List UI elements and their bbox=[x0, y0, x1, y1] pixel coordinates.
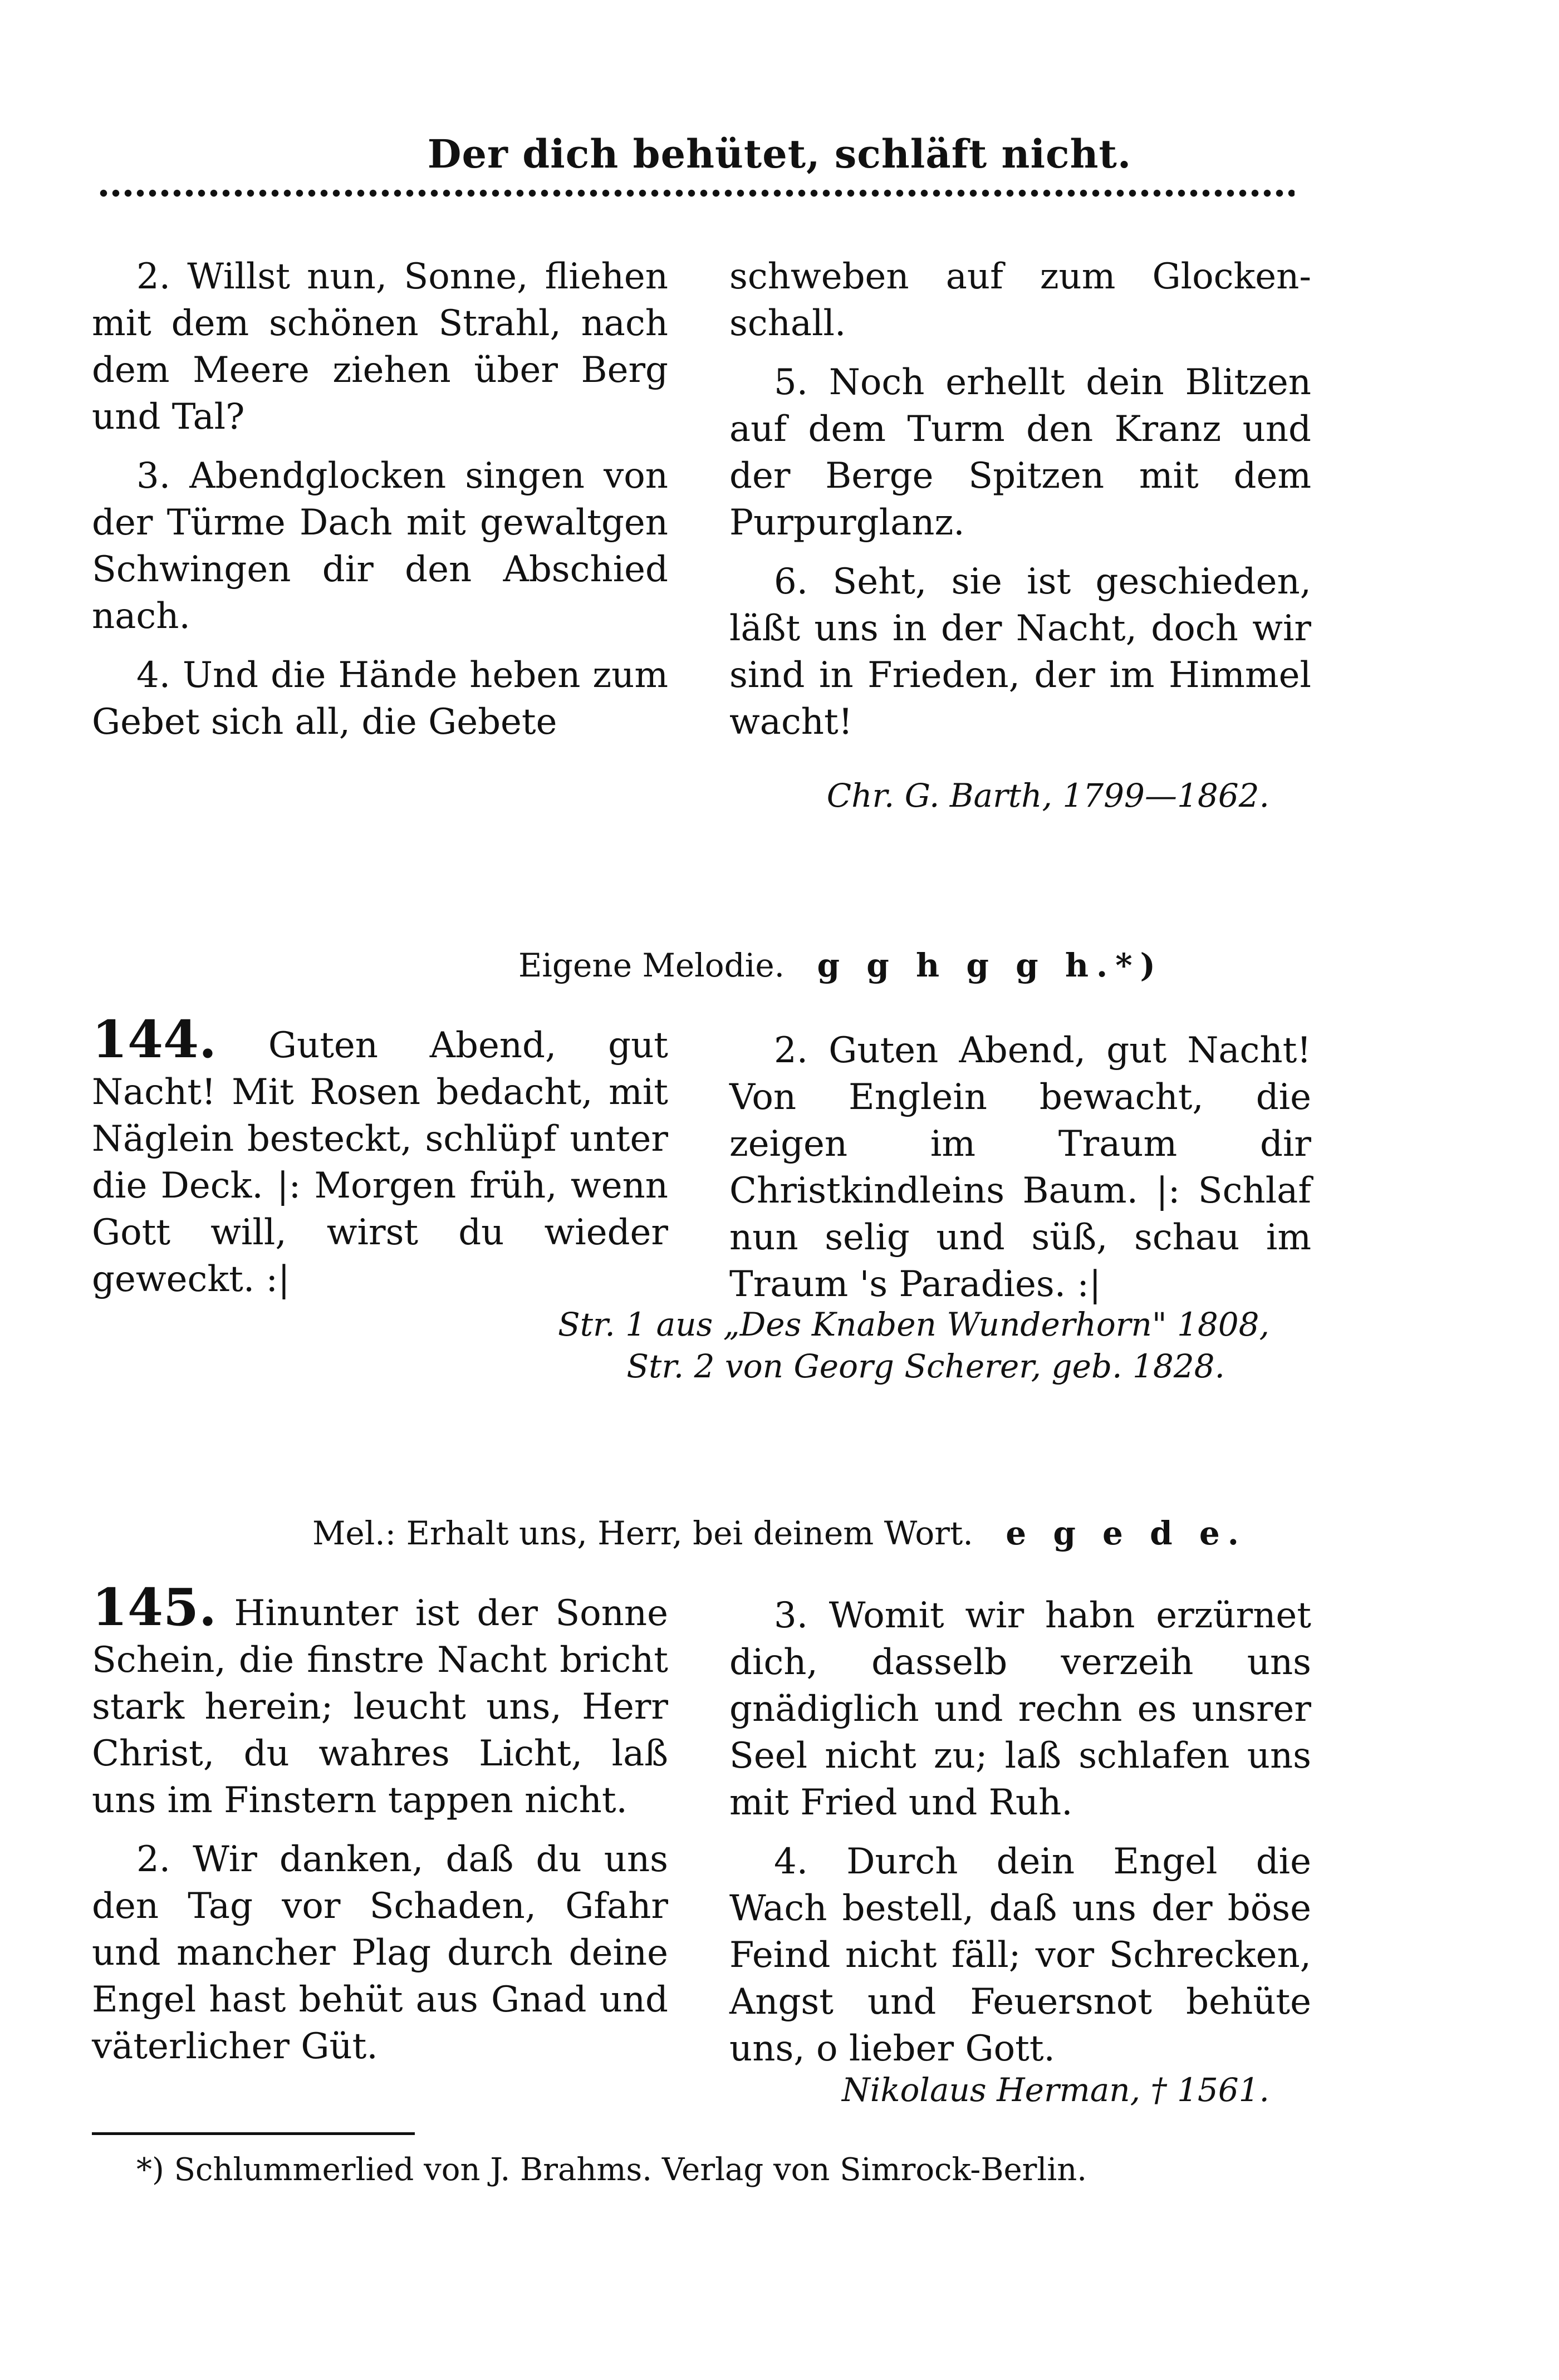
stanza: 4. Und die Hände heben zum Gebet sich all, die Gebete bbox=[92, 655, 668, 743]
stanza: 3. Womit wir habn erzürnet dich, dasselb verzeih uns gnädiglich und rechn es unsrer Seel nicht zu; laß schlafen uns mit Fried und Ruh. bbox=[729, 1595, 1311, 1823]
stanza: 6. Seht, sie ist geschieden, läßt uns in der Nacht, doch wir sind in Frieden, der im Himmel wacht! bbox=[729, 561, 1311, 743]
stanza: 3. Abendglocken singen von der Türme Dach mit gewaltgen Schwingen dir den Abschied nach. bbox=[92, 455, 668, 637]
hymn-145-attribution: Nikolaus Herman, † 1561. bbox=[842, 2071, 1269, 2109]
hymn-144-right-column bbox=[729, 1027, 1311, 1320]
stanza bbox=[92, 1577, 669, 1824]
dotted-rule bbox=[97, 189, 1295, 197]
stanza: 2. Wir danken, daß du uns den Tag vor Schaden, Gfahr und mancher Plag durch deine Engel hast behüt aus Gnad und väterlicher Güt. bbox=[92, 1839, 668, 2067]
melody-label: Eigene Melodie. bbox=[518, 946, 785, 984]
hymn-144-attribution-2: Str. 2 von Georg Scherer, geb. 1828. bbox=[626, 1347, 1225, 1385]
melody-notes: e g e d e. bbox=[1006, 1514, 1247, 1552]
stanza: 5. Noch erhellt dein Blitzen auf dem Turm den Kranz und der Berge Spitzen mit dem Purpurglanz. bbox=[729, 362, 1311, 543]
hymn-143-right-column bbox=[729, 253, 1311, 758]
stanza-text: Hinunter ist der Sonne Schein, die finstre Nacht bricht stark herein; leucht uns, Herr Christ, du wahres Licht, laß uns im Finstern tappen nicht. bbox=[92, 1593, 669, 1821]
hymn-144-left-column bbox=[92, 1009, 669, 1315]
hymn-143-attribution: Chr. G. Barth, 1799—1862. bbox=[826, 777, 1269, 814]
stanza: 2. Guten Abend, gut Nacht! Von Englein bewacht, die zeigen im Traum dir Christkindleins Baum. |: Schlaf nun selig und süß, schau im Traum 's Paradies. :| bbox=[729, 1030, 1311, 1305]
melody-notes: g g h g g h.*) bbox=[817, 946, 1163, 984]
hymn-144-attribution-1: Str. 1 aus „Des Knaben Wunderhorn" 1808, bbox=[558, 1306, 1269, 1343]
stanza: 4. Durch dein Engel die Wach bestell, daß uns der böse Feind nicht fäll; vor Schrecken, Angst und Feuersnot behüte uns, o lieber Gott. bbox=[729, 1841, 1311, 2069]
stanza: schweben auf zum Glocken-schall. bbox=[729, 256, 1311, 344]
melody-label: Mel.: Erhalt uns, Herr, bei deinem Wort. bbox=[312, 1514, 973, 1552]
page-header: Der dich behütet, schläft nicht. bbox=[427, 131, 1132, 177]
hymn-144-melody bbox=[0, 946, 1559, 984]
footnote: *) Schlummerlied von J. Brahms. Verlag von Simrock-Berlin. bbox=[136, 2152, 1087, 2188]
hymn-number: 144. bbox=[92, 1009, 217, 1069]
hymn-145-right-column bbox=[729, 1592, 1311, 2084]
footnote-rule bbox=[92, 2132, 415, 2135]
stanza bbox=[92, 1009, 669, 1303]
hymn-number: 145. bbox=[92, 1577, 217, 1637]
hymn-145-left-column bbox=[92, 1577, 669, 2082]
hymn-143-left-column bbox=[92, 253, 668, 758]
hymn-145-melody bbox=[0, 1514, 1559, 1552]
stanza: 2. Willst nun, Sonne, fliehen mit dem schönen Strahl, nach dem Meere ziehen über Berg und Tal? bbox=[92, 256, 668, 438]
stanza-text: Guten Abend, gut Nacht! Mit Rosen bedacht, mit Näglein besteckt, schlüpf unter die Deck. |: Morgen früh, wenn Gott will, wirst du wieder geweckt. :| bbox=[92, 1025, 669, 1300]
